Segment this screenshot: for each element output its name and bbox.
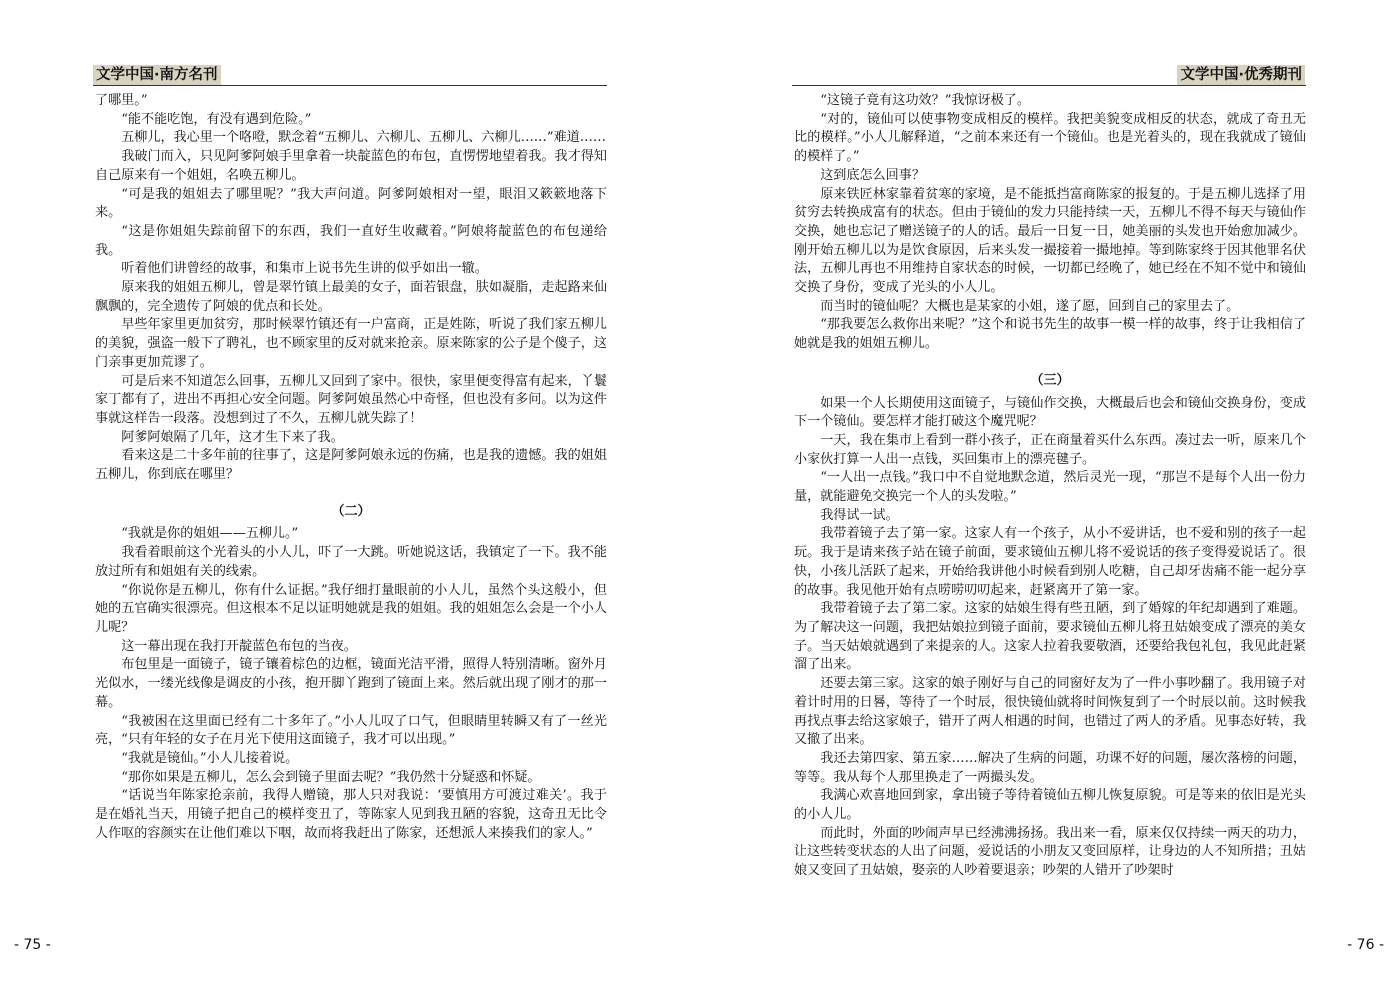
paragraph: 一天，我在集市上看到一群小孩子，正在商量着买什么东西。凑过去一听，原来几个小家伙打算一人出一点钱，买回集市上的漂亮毽子。 (794, 432, 1306, 467)
paragraph: 我满心欢喜地回到家，拿出镜子等待着镜仙五柳儿恢复原貌。可是等来的依旧是光头的小人儿。 (794, 788, 1306, 823)
paragraph: 这到底怎么回事？ (820, 167, 925, 183)
paragraph: “一人出一点钱。”我口中不自觉地默念道，然后灵光一现，“那岂不是每个人出一份力量，就能避免交换完一个人的头发啦。” (794, 470, 1306, 505)
paragraph: 而此时，外面的吵闹声早已经沸沸扬扬。我出来一看，原来仅仅持续一两天的功力，让这些转变状态的人出了问题，爱说话的小朋友又变回原样，让身边的人不知所措；丑姑娘又变回了丑姑娘，娶亲的人吵着要退亲；吵架的人错开了吵架时 (794, 825, 1306, 879)
paragraph: 而当时的镜仙呢？大概也是某家的小姐，遂了愿，回到自己的家里去了。 (820, 298, 1240, 314)
paragraph: 我带着镜子去了第一家。这家人有一个孩子，从小不爱讲话，也不爱和别的孩子一起玩。我于是请来孩子站在镜子前面，要求镜仙五柳儿将不爱说话的孩子变得爱说话了。很快，小孩儿活跃了起来，开始给我讲他小时候看到别人吃糖，自己却牙齿痛不能一起分享的故事。我见他开始有点唠唠叨叨起来，赶紧离开了第一家。 (794, 526, 1306, 598)
right-page (699, 0, 1398, 982)
paragraph: 了哪里。” (95, 93, 148, 108)
paragraph: 我得试一试。 (820, 507, 899, 523)
paragraph: 这一幕出现在我打开靛蓝色布包的当夜。 (121, 638, 357, 654)
paragraph: 原来铁匠林家靠着贫寒的家境，是不能抵挡富商陈家的报复的。于是五柳儿选择了用贫穷去转换成富有的状态。但由于镜仙的发力只能持续一天，五柳儿不得不每天与镜仙作交换，她也忘记了赠送镜子的人的话。最后一日复一日，她美丽的头发也开始愈加减少。刚开始五柳儿以为是饮食原因，后来头发一撮接着一撮地掉。等到陈家终于因其他罪名伏法，五柳儿再也不用维持自家状态的时候，一切都已经晚了，她已经在不知不觉中和镜仙交换了身份，变成了光头的小人儿。 (794, 186, 1306, 296)
paragraph: 看来这是二十多年前的往事了，这是阿爹阿娘永远的伤痛，也是我的遗憾。我的姐姐五柳儿，你到底在哪里？ (95, 448, 607, 483)
paragraph: 还要去第三家。这家的娘子刚好与自己的同窗好友为了一件小事吵翻了。我用镜子对着计时用的日晷，等待了一个时辰，很快镜仙就将时间恢复到了一个时辰以前。这时候我再找点事去给这家娘子，错开了两人相遇的时间，也错过了两人的矛盾。见事态好转，我又撤了出来。 (794, 676, 1306, 748)
paragraph: 可是后来不知道怎么回事，五柳儿又回到了家中。很快，家里便变得富有起来，丫鬟家丁都有了，进出不再担心安全问题。阿爹阿娘虽然心中奇怪，但也没有多问。以为这件事就这样告一段落。没想到过了不久，五柳儿就失踪了！ (95, 373, 607, 426)
paragraph: 如果一个人长期使用这面镜子，与镜仙作交换，大概最后也会和镜仙交换身份，变成下一个镜仙。要怎样才能打破这个魔咒呢？ (794, 395, 1306, 430)
paragraph: “能不能吃饱，有没有遇到危险。” (121, 111, 312, 127)
paragraph: “我被困在这里面已经有二十多年了。”小人儿叹了口气，但眼睛里转瞬又有了一丝光亮，“只有年轻的女子在月光下使用这面镜子，我才可以出现。” (95, 713, 607, 748)
paragraph: “我就是你的姐姐——五柳儿。” (121, 526, 299, 542)
paragraph: 听着他们讲曾经的故事，和集市上说书先生讲的似乎如出一辙。 (121, 261, 488, 277)
paragraph: “可是我的姐姐去了哪里呢？”我大声问道。阿爹阿娘相对一望，眼泪又簌簌地落下来。 (95, 186, 607, 221)
left-header: 文学中国·南方名刊 (93, 65, 221, 85)
paragraph: “话说当年陈家抢亲前，我得人赠镜，那人只对我说：‘要慎用方可渡过难关’。我于是在婚礼当天，用镜子把自己的模样变丑了，等陈家人见到我丑陋的容貌，这奇丑无比令人作呕的容颜实在让他们难以下咽，故而将我赶出了陈家，还想派人来揍我们的家人。” (95, 788, 607, 841)
section-heading: （三） (1030, 372, 1070, 388)
paragraph: 五柳儿，我心里一个咯噔，默念着“五柳儿、六柳儿、五柳儿、六柳儿……”难道…… (121, 130, 606, 146)
paragraph: 我还去第四家、第五家……解决了生病的问题，功课不好的问题，屡次落榜的问题，等等。我从每个人那里换走了一两撮头发。 (794, 750, 1306, 785)
paragraph: 我看着眼前这个光着头的小人儿，吓了一大跳。听她说这话，我镇定了一下。我不能放过所有和姐姐有关的线索。 (95, 545, 607, 579)
paragraph: “这是你姐姐失踪前留下的东西，我们一直好生收藏着。”阿娘将靛蓝色的布包递给我。 (95, 223, 607, 258)
paragraph: “我就是镜仙。”小人儿接着说。 (121, 750, 299, 766)
left-page-body (95, 92, 607, 843)
right-page-body (794, 92, 1306, 881)
paragraph: “对的，镜仙可以使事物变成相反的模样。我把美貌变成相反的状态，就成了奇丑无比的模样。”小人儿解释道，“之前本来还有一个镜仙。也是光着头的，现在我就成了镜仙的模样了。” (794, 111, 1306, 165)
left-page-number: - 75 - (14, 937, 51, 953)
paragraph: 早些年家里更加贫穷，那时候翠竹镇还有一户富商，正是姓陈，听说了我们家五柳儿的美貌，强盗一般下了聘礼，也不顾家里的反对就来抢亲。原来陈家的公子是个傻子，这门亲事更加荒谬了。 (95, 317, 607, 370)
paragraph: 我破门而入，只见阿爹阿娘手里拿着一块靛蓝色的布包，直愣愣地望着我。我才得知自己原来有一个姐姐，名唤五柳儿。 (95, 149, 607, 183)
paragraph: “那我要怎么救你出来呢？”这个和说书先生的故事一模一样的故事，终于让我相信了她就是我的姐姐五柳儿。 (794, 317, 1306, 352)
paragraph: “你说你是五柳儿，你有什么证据。”我仔细打量眼前的小人儿，虽然个头这般小，但她的五官确实很漂亮。但这根本不足以证明她就是我的姐姐。我的姐姐怎么会是一个小人儿呢？ (95, 582, 607, 635)
paragraph: 阿爹阿娘隔了几年，这才生下来了我。 (121, 429, 344, 445)
paragraph: “这镜子竟有这功效？”我惊讶极了。 (820, 93, 1030, 108)
right-header: 文学中国·优秀期刊 (1177, 65, 1305, 85)
paragraph: “那你如果是五柳儿，怎么会到镜子里面去呢？”我仍然十分疑惑和怀疑。 (121, 769, 541, 785)
right-header-rule (792, 85, 1306, 86)
paragraph: 原来我的姐姐五柳儿，曾是翠竹镇上最美的女子，面若银盘，肤如凝脂，走起路来仙飘飘的，完全遗传了阿娘的优点和长处。 (95, 280, 607, 314)
left-header-rule (93, 85, 607, 86)
paragraph: 我带着镜子去了第二家。这家的姑娘生得有些丑陋，到了婚嫁的年纪却遇到了难题。为了解决这一问题，我把姑娘拉到镜子面前，要求镜仙五柳儿将丑姑娘变成了漂亮的美女子。当天姑娘就遇到了来提亲的人。这家人拉着我要敬酒，还要给我包礼包，我见此赶紧溜了出来。 (794, 601, 1306, 673)
paragraph: 布包里是一面镜子，镜子镶着棕色的边框，镜面光洁平滑，照得人特别清晰。窗外月光似水，一缕光线像是调皮的小孩，抱开脚丫跑到了镜面上来。然后就出现了刚才的那一幕。 (95, 657, 607, 710)
section-heading: （二） (331, 503, 371, 519)
right-page-number: - 76 - (1347, 937, 1384, 953)
